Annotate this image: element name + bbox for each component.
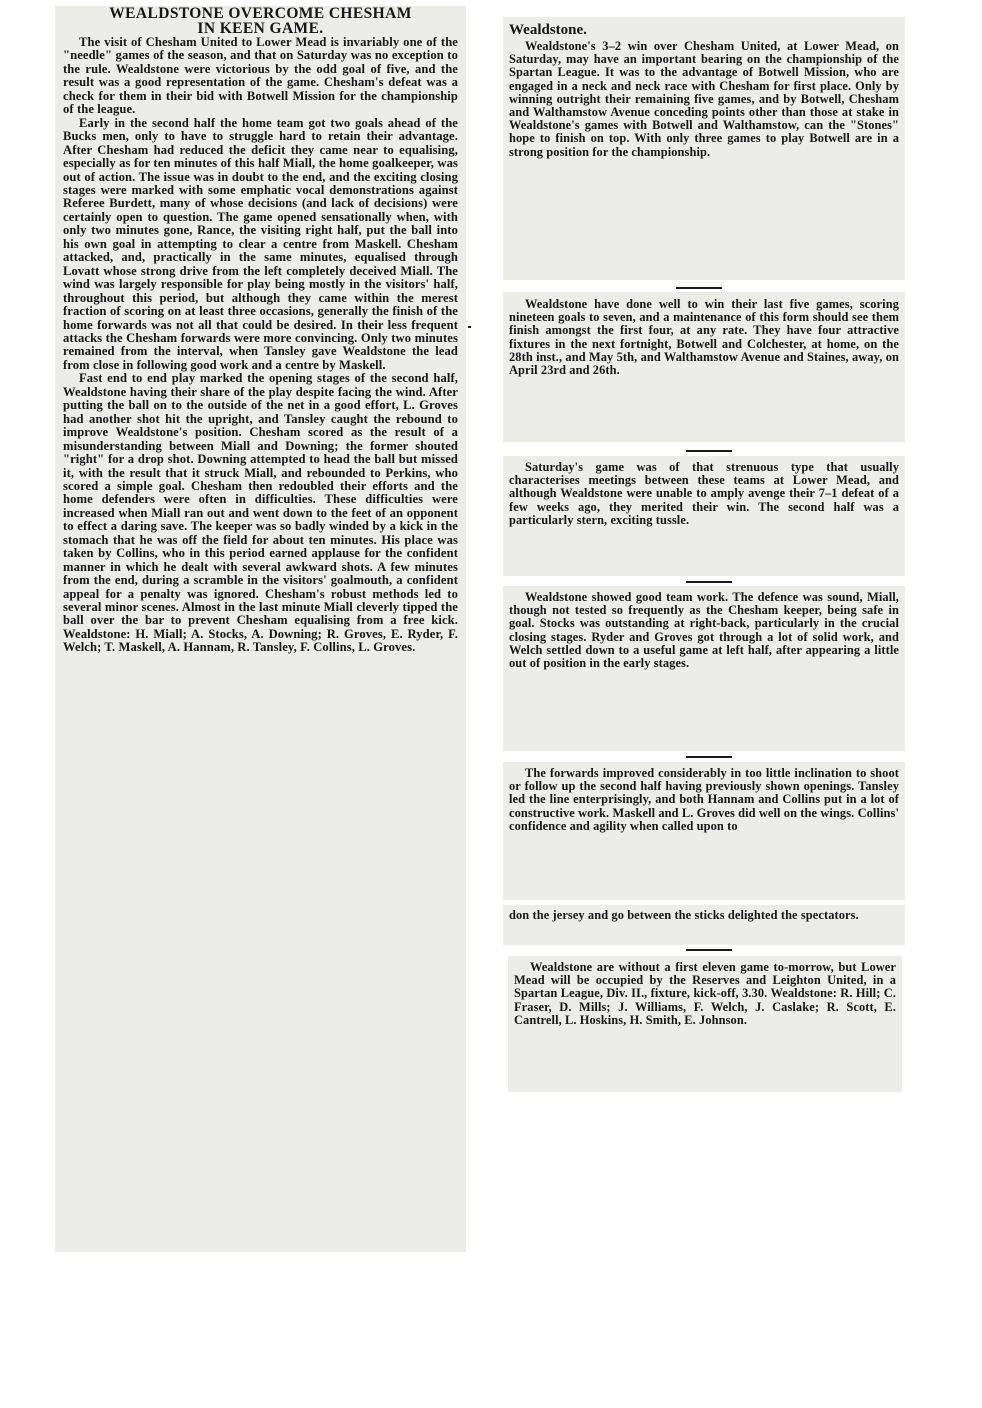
headline-line-2: IN KEEN GAME. xyxy=(197,20,324,37)
right-paragraph-7: Wealdstone are without a first eleven game to-morrow, but Lower Mead will be occupied by the Reserves and Leighton United, in a Spartan League, Div. II., fixture, kick-off, 3.30. Wealdstone: R. Hill; C. Fraser, D. Mills; J. Williams, F. Welch, J. Caslake; R. Scott, E. Cantrell, L. Hoskins, H. Smith, E. Johnson. xyxy=(514,960,896,1027)
left-paragraph-1: The visit of Chesham United to Lower Mead is invariably one of the "needle" games of the season, and that on Saturday was no exception to the rule. Wealdstone were victorious by the odd goal of five, and the result was a good representation of the game. Chesham's defeat was a check for them in their bid with Botwell Mission for the championship of the league. xyxy=(63,35,458,117)
headline-line-1: WEALDSTONE OVERCOME CHESHAM xyxy=(109,6,412,22)
right-paragraph-4: Wealdstone showed good team work. The defence was sound, Miall, though not tested so frequently as the Chesham keeper, being safe in goal. Stocks was outstanding at right-back, particularly in the crucial closing stages. Ryder and Groves got through a lot of solid work, and Welch settled down to a useful game at left half, after appearing a little out of position in the early stages. xyxy=(509,590,899,671)
right-clipping-6 xyxy=(503,905,905,945)
right-paragraph-5: The forwards improved considerably in too little inclination to shoot or follow up the second half having previously shown openings. Tansley led the line enterprisingly, and both Hannam and Collins put in a lot of constructive work. Maskell and L. Groves did well on the wings. Collins' confidence and agility when called upon to xyxy=(509,766,899,833)
right-clipping-7 xyxy=(508,956,902,1092)
right-clipping-4 xyxy=(503,586,905,751)
right-paragraph-2: Wealdstone have done well to win their last five games, scoring nineteen goals to seven, and a maintenance of this form should see them finish amongst the first four, at any rate. They have four attractive fixtures in the next fortnight, Botwell and Colchester, at home, on the 28th inst., and May 5th, and Walthamstow Avenue and Staines, away, on April 23rd and 26th. xyxy=(509,297,899,378)
left-paragraph-3: Fast end to end play marked the opening stages of the second half, Wealdstone having their share of the play despite facing the wind. After putting the ball on to the outside of the net in a good effort, L. Groves had another shot hit the upright, and Tansley caught the rebound to improve Wealdstone's position. Chesham scored as the result of a misunderstanding between Miall and Downing; the former shouted "right" for a drop shot. Downing attempted to head the ball but missed it, with the result that it struck Miall, and rebounded to Perkins, who scored a simple goal. Chesham then redoubled their efforts and the home defenders were often in difficulties. These difficulties were increased when Miall ran out and went down to the feet of an opponent to effect a daring save. The keeper was so badly winded by a kick in the stomach that he was off the field for about ten minutes. His place was taken by Collins, who in this period earned applause for the confident manner in which he dealt with several awkward shots. A few minutes from the end, during a scramble in the visitors' goalmouth, a confident appeal for a penalty was ignored. Chesham's robust methods led to several minor scenes. Almost in the last minute Miall cleverly tipped the ball over the bar to prevent Chesham equalising from a free kick. Wealdstone: H. Miall; A. Stocks, A. Downing; R. Groves, E. Ryder, F. Welch; T. Maskell, A. Hannam, R. Tansley, F. Collins, L. Groves. xyxy=(63,371,458,655)
section-rule xyxy=(686,581,732,583)
section-rule xyxy=(686,450,732,452)
section-rule xyxy=(676,287,722,289)
right-clipping-3 xyxy=(503,456,905,576)
right-paragraph-3: Saturday's game was of that strenuous type that usually characterises meetings between these teams at Lower Mead, and although Wealdstone were unable to amply avenge their 7–1 defeat of a few weeks ago, they merited their win. The second half was a particularly stern, exciting tussle. xyxy=(509,460,899,527)
section-rule xyxy=(686,756,732,758)
right-paragraph-6: don the jersey and go between the sticks delighted the spectators. xyxy=(509,908,859,922)
section-rule xyxy=(686,949,732,951)
left-paragraph-2: Early in the second half the home team got two goals ahead of the Bucks men, only to have to struggle hard to retain their advantage. After Chesham had reduced the deficit they came near to equalising, especially as for ten minutes of this half Miall, the home goalkeeper, was out of action. The issue was in doubt to the end, and the exciting closing stages were marked with some emphatic vocal demonstrations against Referee Burdett, many of whose decisions (and lack of decisions) were certainly open to question. The game opened sensationally when, with only two minutes gone, Rance, the visiting right half, put the ball into his own goal in attempting to clear a centre from Maskell. Chesham attacked, and, practically in the same minutes, equalised through Lovatt whose strong drive from the left completely deceived Miall. The wind was largely responsible for play being mostly in the visitors' half, throughout this period, but although they came within the merest fraction of scoring on at least three occasions, generally the finish of the home forwards was not all that could be desired. In their less frequent attacks the Chesham forwards were more convincing. Only two minutes remained from the interval, when Tansley gave Wealdstone the lead from close in following good work and a centre by Maskell. xyxy=(63,115,458,372)
right-clipping-5 xyxy=(503,762,905,900)
right-clipping-1 xyxy=(503,17,905,280)
right-paragraph-1: Wealdstone's 3–2 win over Chesham United, at Lower Mead, on Saturday, may have an important bearing on the championship of the Spartan League. It was to the advantage of Botwell Mission, who are engaged in a neck and neck race with Chesham for first place. Only by winning outright their remaining five games, and by Botwell, Chesham and Walthamstow Avenue conceding points other than those at stake in Wealdstone's games with Botwell and Walthamstow, can the "Stones" hope to finish on top. With only three games to play Botwell are in a strong position for the championship. xyxy=(509,39,899,159)
right-clipping-2 xyxy=(503,292,905,442)
left-column-clipping xyxy=(55,6,466,1252)
margin-mark xyxy=(468,326,471,328)
section-kicker: Wealdstone. xyxy=(509,22,587,38)
